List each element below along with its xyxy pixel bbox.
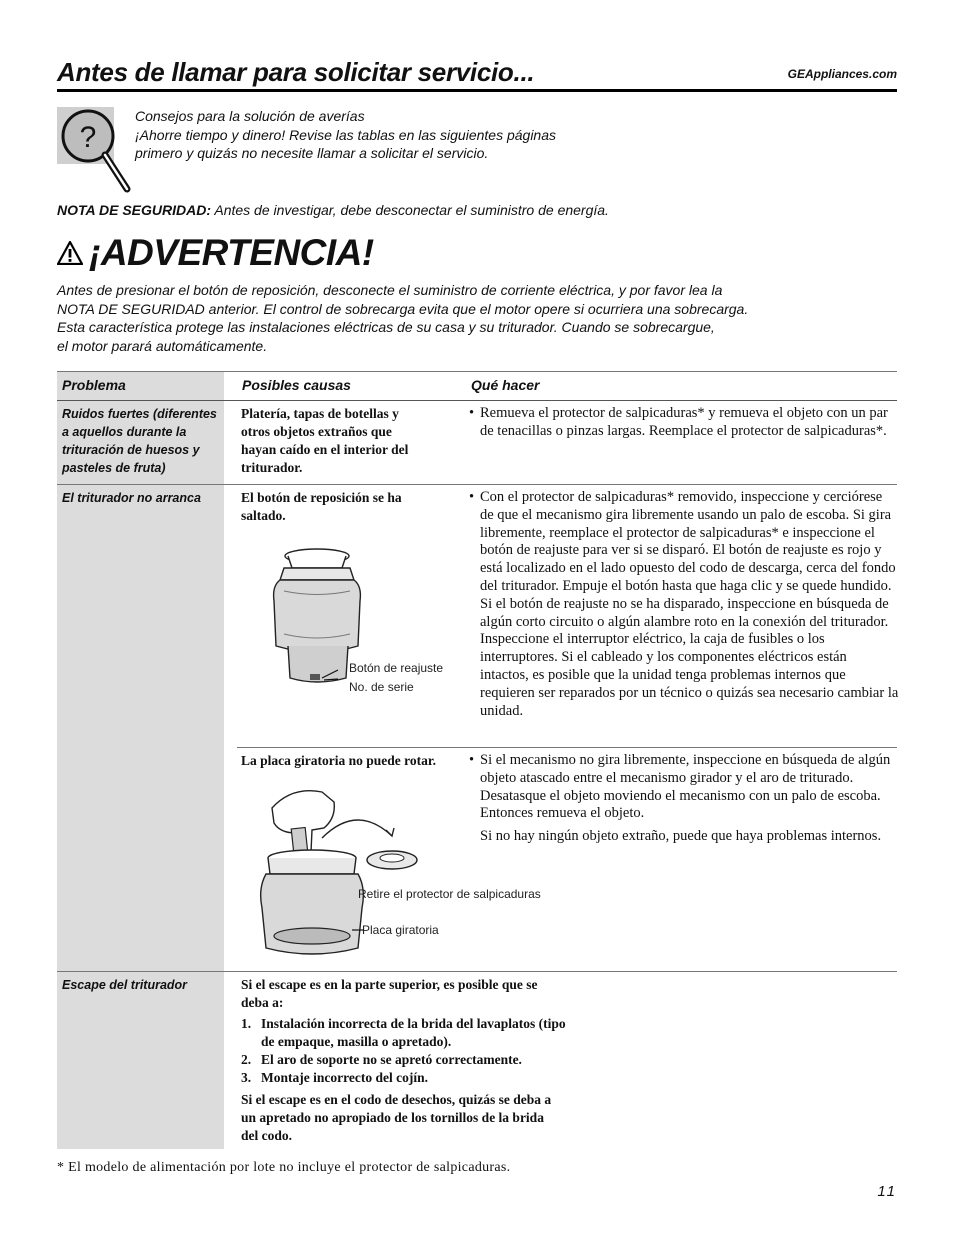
header-problem: Problema xyxy=(62,377,126,393)
problem-cell: El triturador no arranca xyxy=(62,491,201,505)
warning-triangle-icon xyxy=(57,241,83,265)
warning-line: Antes de presionar el botón de reposición, desconecte el suministro de corriente eléctrica, y por favor lea la xyxy=(57,282,723,298)
svg-text:?: ? xyxy=(79,121,97,154)
problem-column-shade xyxy=(57,371,224,1149)
tips-line: primero y quizás no necesite llamar a solicitar el servicio. xyxy=(135,145,489,161)
list-item: 3. Montaje incorrecto del cojín. xyxy=(241,1070,428,1085)
safety-text: Antes de investigar, debe desconectar el suministro de energía. xyxy=(211,202,609,218)
page-title: Antes de llamar para solicitar servicio... xyxy=(57,57,535,87)
reset-button-label: Botón de reajuste xyxy=(349,661,444,675)
warning-line: NOTA DE SEGURIDAD anterior. El control de sobrecarga evita que el motor opere si ocurriera una sobrecarga. xyxy=(57,300,749,317)
row-rule xyxy=(57,484,897,485)
header-divider xyxy=(57,89,897,92)
cause-cell: La placa giratoria no puede rotar. xyxy=(241,753,436,768)
todo-cell: • Remueva el protector de salpicaduras* y remueva el objeto con un par de tenacillas o pinzas largas. Reemplace el protector de salpicaduras*. xyxy=(469,405,899,441)
header-rule xyxy=(57,400,897,401)
row-rule xyxy=(237,747,897,748)
row-rule xyxy=(57,971,897,972)
footnote: * El modelo de alimentación por lote no incluye el protector de salpicaduras. xyxy=(57,1160,511,1175)
list-item: 1. Instalación incorrecta de la brida del lavaplatos (tipo de empaque, masilla o apretado). xyxy=(241,1016,566,1049)
magnifier-question-icon xyxy=(57,107,133,193)
header-todo: Qué hacer xyxy=(471,377,540,393)
cause-cell xyxy=(241,976,571,1145)
todo-cell: • Si el mecanismo no gira libremente, inspeccione en búsqueda de algún objeto atascado entre el mecanismo girador y el aro de triturado. Desatasque el objeto moviendo el mecanismo con un palo de escoba. Entonces remueva el objeto. Si no hay ningún objeto extraño, puede que haya problemas internos. xyxy=(469,752,899,846)
tips-heading: Consejos para la solución de averías xyxy=(135,108,365,124)
cause-intro: Si el escape es en la parte superior, es posible que se deba a: xyxy=(241,977,538,1010)
tips-text xyxy=(135,107,556,163)
header-causes: Posibles causas xyxy=(242,377,351,393)
list-item: 2. El aro de soporte no se apretó correctamente. xyxy=(241,1052,522,1067)
cause-cell: El botón de reposición se ha saltado. xyxy=(241,490,402,523)
safety-label: NOTA DE SEGURIDAD: xyxy=(57,202,211,218)
cause-steps xyxy=(241,1015,571,1087)
table-top-rule xyxy=(57,371,897,372)
warning-line: el motor parará automáticamente. xyxy=(57,337,268,354)
todo-cell: • Con el protector de salpicaduras* removido, inspeccione y cerciórese de que el mecanismo gira libremente usando un palo de escoba. Si gira libremente, reemplace el protector de salpicaduras* e inspeccione el botón de reajuste para ver si se disparó. El botón de reajuste es rojo y está localizado en el lado opuesto del codo de descarga, cerca del fondo del triturador. Empuje el botón hasta que haga clic y se quede hundido. Si el botón de reajuste no se ha disparado, inspeccione en búsqueda de algún corto circuito o algún alambre roto en la conexión del triturador. Inspeccione el interruptor eléctrico, la caja de fusibles o los interruptores. Si el cableado y los componentes eléctricos están intactos, es posible que la unidad tenga problemas internos que requieren ser reparados por un técnico o quizás sea necesario cambiar la unidad. xyxy=(469,489,899,719)
todo-text: Si el mecanismo no gira libremente, inspeccione en búsqueda de algún objeto atascado entre el mecanismo girador y el aro de triturado. Desatasque el objeto moviendo el mecanismo con un palo de escoba. Entonces remueva el objeto. xyxy=(480,752,891,822)
site-url: GEAppliances.com xyxy=(787,67,897,81)
tips-line: ¡Ahorre tiempo y dinero! Revise las tablas en las siguientes páginas xyxy=(135,126,557,143)
cause-outro: Si el escape es en el codo de desechos, quizás se deba a un apretado no apropiado de los tornillos de la brida del codo. xyxy=(241,1092,552,1143)
page-number: 11 xyxy=(877,1183,897,1200)
cause-cell: Platería, tapas de botellas y otros objetos extraños que hayan caído en el interior del triturador. xyxy=(241,406,409,475)
safety-note xyxy=(57,202,609,218)
problem-cell: Ruidos fuertes (diferentes a aquellos durante la trituración de huesos y pasteles de fruta) xyxy=(62,407,217,475)
remove-splash-guard-label: Retire el protector de salpicaduras xyxy=(358,887,541,901)
turntable-label: Placa giratoria xyxy=(362,923,439,937)
warning-line: Esta característica protege las instalaciones eléctricas de su casa y su triturador. Cuando se sobrecargue, xyxy=(57,319,715,336)
turntable-illustration xyxy=(252,778,442,968)
warning-heading: ¡ADVERTENCIA! xyxy=(89,232,374,273)
serial-number-label: No. de serie xyxy=(349,680,414,694)
todo-extra: Si no hay ningún objeto extraño, puede que haya problemas internos. xyxy=(480,828,882,845)
todo-text: Con el protector de salpicaduras* removido, inspeccione y cerciórese de que el mecanismo gira libremente usando un palo de escoba. Si gira libremente, reemplace el protector de salpicaduras* e inspeccione el botón de reajuste para ver si se disparó. El botón de reajuste es rojo y está localizado en el lado opuesto del codo de descarga, cerca del fondo del triturador. Empuje el botón hasta que haga clic y se quede hundido. Si el botón de reajuste no se ha disparado, inspeccione en búsqueda de algún corto circuito o algún alambre roto en la conexión del triturador. Inspeccione el interruptor eléctrico, la caja de fusibles o los interruptores. Si el cableado y los componentes eléctricos están intactos, es posible que la unidad tenga problemas internos que requieren ser reparados por un técnico o quizás sea necesario cambiar la unidad. xyxy=(480,489,899,719)
warning-title xyxy=(57,232,374,274)
problem-cell: Escape del triturador xyxy=(62,978,188,992)
todo-text: Remueva el protector de salpicaduras* y remueva el objeto con un par de tenacillas o pinzas largas. Reemplace el protector de salpicaduras*. xyxy=(480,405,888,439)
warning-body xyxy=(57,281,847,355)
